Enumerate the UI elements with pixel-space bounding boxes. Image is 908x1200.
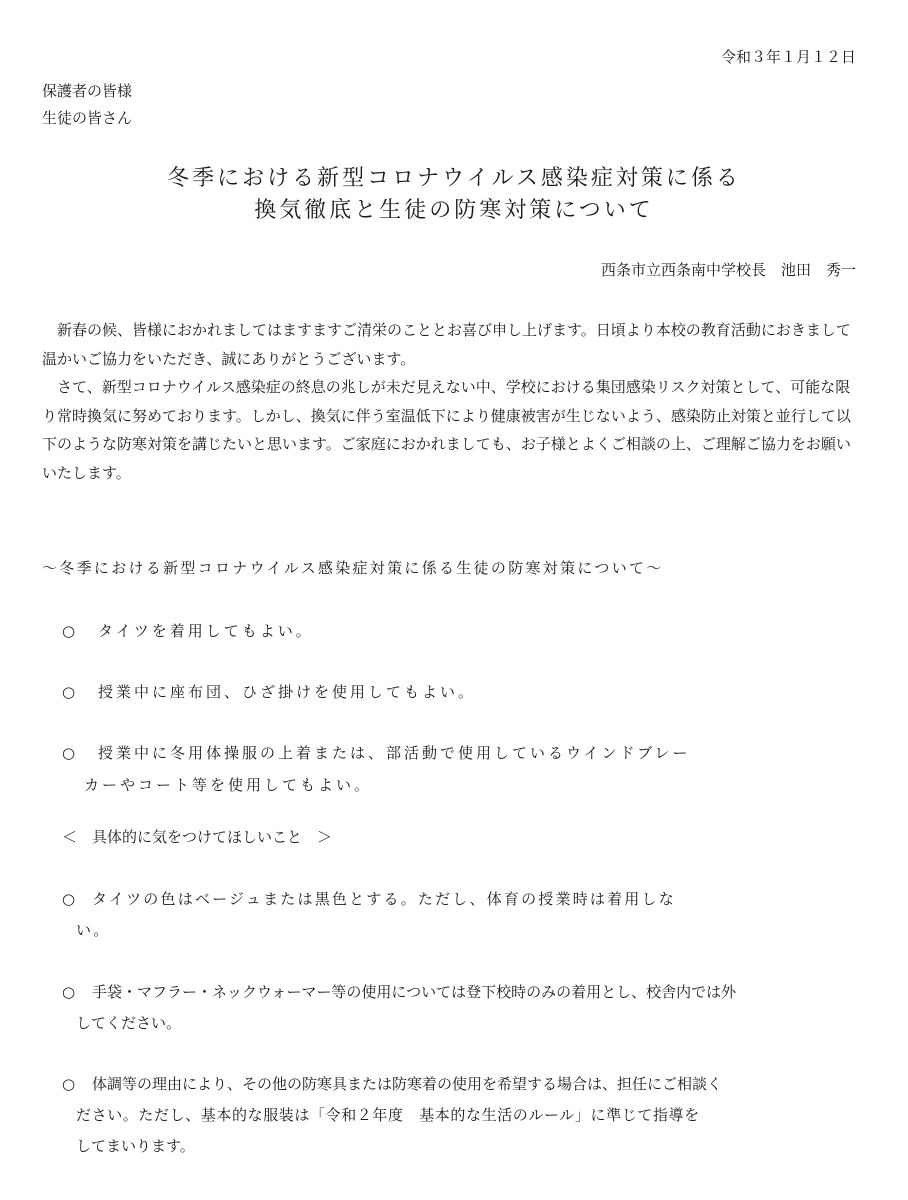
cautions-heading: ＜ 具体的に気をつけてほしいこと ＞	[62, 828, 333, 846]
intro-line: いよう、感染防止対策と並行して以下のような防寒対策を講じたいと思います。ご家庭におかれまして	[42, 406, 851, 453]
circle-bullet-icon: ○	[62, 1075, 76, 1093]
measure-item-jacket	[62, 737, 852, 801]
intro-paragraph-2	[42, 373, 862, 487]
title-line-2: 換気徹底と生徒の防寒対策について	[254, 198, 654, 223]
recipients	[42, 78, 132, 132]
caution-item-gloves	[62, 977, 862, 1039]
sender-signature: 西条市立西条南中学校長 池田 秀一	[600, 261, 856, 279]
circle-bullet-icon: ○	[62, 622, 79, 640]
intro-paragraph-1	[42, 316, 862, 373]
caution-text-continued: い。	[76, 921, 111, 939]
recipient-parents: 保護者の皆様	[42, 82, 133, 100]
caution-text-continued: してまいります。	[76, 1137, 195, 1155]
caution-text-continued: ださい。ただし、基本的な服装は「令和２年度 基本的な生活のルール」に準じて指導を	[76, 1106, 700, 1124]
caution-text: 体調等の理由により、その他の防寒具または防寒着の使用を希望する場合は、担任にご相談く	[92, 1075, 723, 1093]
measure-text: 授業中に座布団、ひざ掛けを使用してもよい。	[98, 683, 477, 701]
intro-line: さて、新型コロナウイルス感染症の終息の兆しが未だ見えない中、学校における集団感染リスク対策	[57, 378, 731, 396]
document-date: 令和３年１月１２日	[720, 48, 856, 66]
intro-line: 新春の候、皆様におかれましてはますますご清栄のこととお喜び申し上げます。日頃より本校の教育	[57, 321, 731, 339]
measure-text-continued: カーやコート等を使用してもよい。	[84, 776, 373, 794]
document-title	[0, 163, 908, 227]
recipient-students: 生徒の皆さん	[42, 109, 133, 127]
title-line-1: 冬季における新型コロナウイルス感染症対策に係る	[167, 166, 741, 191]
caution-item-tights-color	[62, 884, 862, 946]
measure-text: 授業中に冬用体操服の上着または、部活動で使用しているウインドブレー	[98, 744, 691, 762]
intro-text	[42, 316, 862, 487]
caution-text: タイツの色はベージュまたは黒色とする。ただし、体育の授業時は着用しな	[92, 890, 676, 908]
circle-bullet-icon: ○	[62, 744, 79, 762]
caution-text-continued: してください。	[76, 1014, 182, 1032]
measure-text: タイツを着用してもよい。	[98, 622, 314, 640]
intro-line: 活動におきまして温かいご協力をいただき、誠にありがとうございます。	[42, 321, 851, 368]
intro-line: として、可能な限り常時換気に努めております。しかし、換気に伴う室温低下により健康被害が生じな	[42, 378, 851, 425]
intro-line: も、お子様とよくご相談の上、ご理解ご協力をお願いいたします。	[42, 435, 851, 482]
circle-bullet-icon: ○	[62, 890, 78, 908]
measure-item-cushion	[62, 676, 476, 708]
measure-item-tights	[62, 615, 314, 647]
measures-heading: ～冬季における新型コロナウイルス感染症対策に係る生徒の防寒対策について～	[42, 559, 664, 577]
circle-bullet-icon: ○	[62, 983, 76, 1001]
caution-item-other-gear	[62, 1069, 862, 1162]
circle-bullet-icon: ○	[62, 683, 79, 701]
caution-text: 手袋・マフラー・ネックウォーマー等の使用については登下校時のみの着用とし、校舎内では外	[92, 983, 737, 1001]
